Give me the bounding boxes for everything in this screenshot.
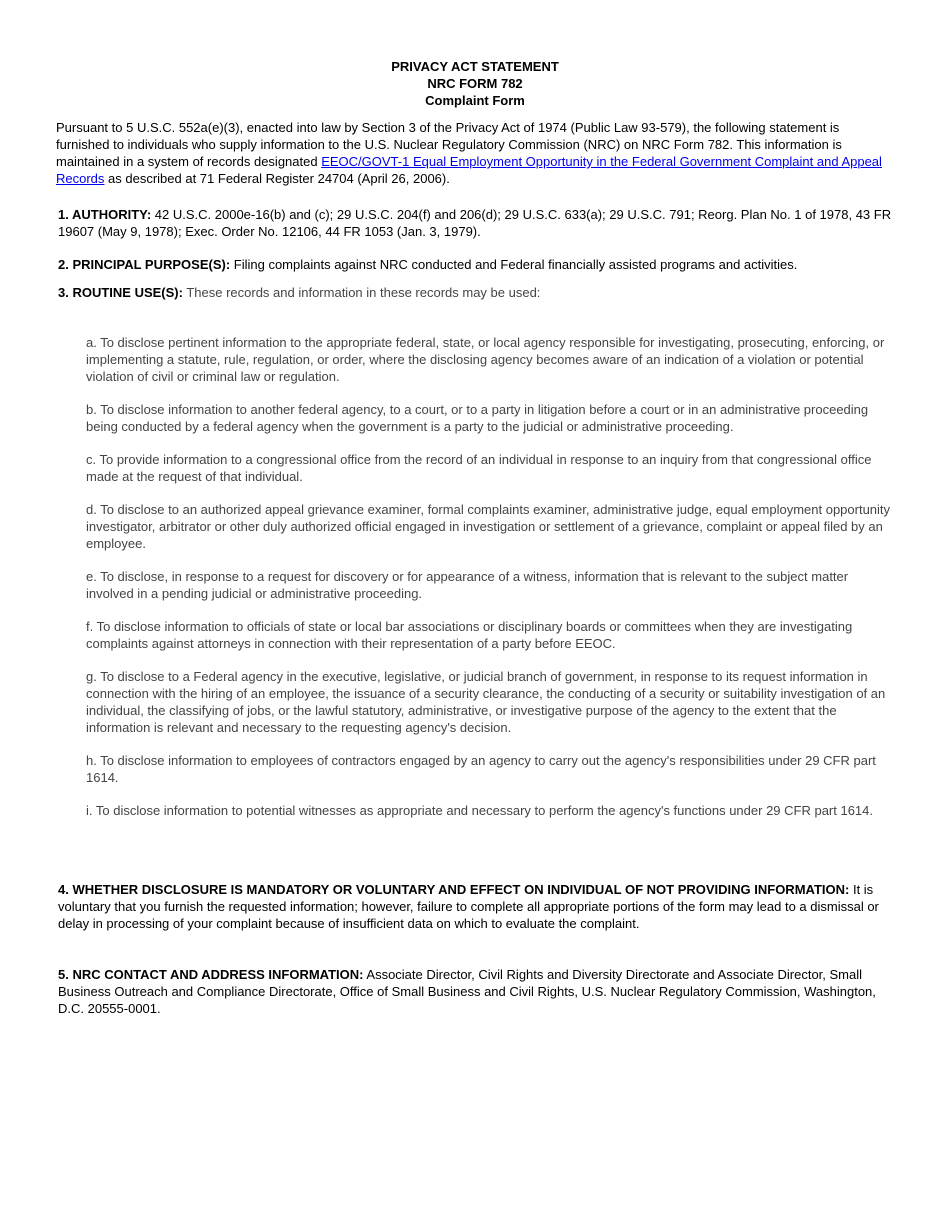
routine-uses-intro: These records and information in these records may be used:	[182, 285, 541, 300]
routine-use-item-d: d. To disclose to an authorized appeal grievance examiner, formal complaints examiner, administrative judge, equal employment opportunity investigator, arbitrator or other duly authorized official engaged in investigation or settlement of a grievance, complaint or appeal filed by an employee.	[86, 502, 891, 551]
principal-purpose-section	[58, 256, 894, 273]
disclosure-section	[58, 881, 894, 932]
routine-use-item-h: h. To disclose information to employees of contractors engaged by an agency to carry out the agency's responsibilities under 29 CFR part 1614.	[86, 753, 876, 785]
contact-text: Associate Director, Civil Rights and Diversity Directorate and Associate Director, Small Business Outreach and Compliance Directorate, Office of Small Business and Civil Rights, U.S. Nuclear Regulatory Commission, Washington, D.C. 20555-0001.	[58, 967, 876, 1016]
authority-heading: 1. AUTHORITY:	[58, 207, 152, 222]
routine-uses-heading: 3. ROUTINE USE(S):	[58, 285, 183, 300]
contact-section	[58, 966, 894, 1017]
document-header	[0, 58, 950, 109]
principal-purpose-heading: 2. PRINCIPAL PURPOSE(S):	[58, 257, 231, 272]
routine-use-item-g: g. To disclose to a Federal agency in the executive, legislative, or judicial branch of government, in response to its request information in connection with the hiring of an employee, the issuance of a security clearance, the conducting of a security or suitability investigation of an individual, the classifying of jobs, or the lawful statutory, administrative, or investigative purpose of the agency to the extent that the information is relevant and necessary to the requesting agency's decision.	[86, 669, 886, 735]
intro-text-after: as described at 71 Federal Register 24704 (April 26, 2006).	[104, 171, 450, 186]
routine-use-item-e: e. To disclose, in response to a request for discovery or for appearance of a witness, information that is relevant to the subject matter involved in a pending judicial or administrative proceeding.	[86, 569, 849, 601]
routine-use-item-b: b. To disclose information to another federal agency, to a court, or to a party in litigation before a court or in an administrative proceeding being conducted by a federal agency when the government is a party to the judicial or administrative proceeding.	[86, 402, 869, 434]
disclosure-heading: 4. WHETHER DISCLOSURE IS MANDATORY OR VOLUNTARY AND EFFECT ON INDIVIDUAL OF NOT PROVIDING INFORMATION:	[58, 882, 850, 897]
routine-use-item-c: c. To provide information to a congressional office from the record of an individual in response to an inquiry from that congressional office made at the request of that individual.	[86, 452, 872, 484]
principal-purpose-text: Filing complaints against NRC conducted and Federal financially assisted programs and activities.	[230, 257, 798, 272]
routine-use-item-f: f. To disclose information to officials of state or local bar associations or disciplinary boards or committees when they are investigating complaints against attorneys in connection with their representation of a party before EEOC.	[86, 619, 853, 651]
routine-use-item-i: i. To disclose information to potential witnesses as appropriate and necessary to perform the agency's functions under 29 CFR part 1614.	[86, 803, 874, 818]
header-form-name: Complaint Form	[425, 93, 525, 108]
routine-use-item-a: a. To disclose pertinent information to the appropriate federal, state, or local agency responsible for investigating, prosecuting, enforcing, or implementing a statute, rule, regulation, or order, where the disclosing agency becomes aware of an indication of a violation or potential violation of civil or criminal law or regulation.	[86, 335, 885, 384]
routine-uses-section	[58, 284, 894, 301]
intro-paragraph	[56, 119, 896, 187]
header-form-number: NRC FORM 782	[427, 76, 523, 91]
intro-text-before: Pursuant to 5 U.S.C. 552a(e)(3), enacted into law by Section 3 of the Privacy Act of 1974 (Public Law 93-579), the following statement is furnished to individuals who supply information to the U.S. Nuclear Regulatory Commission (NRC) on NRC Form 782. This information is maintained in a system of records designated	[56, 120, 842, 169]
authority-text: 42 U.S.C. 2000e-16(b) and (c); 29 U.S.C. 204(f) and 206(d); 29 U.S.C. 633(a); 29 U.S.C. 791; Reorg. Plan No. 1 of 1978, 43 FR 19607 (May 9, 1978); Exec. Order No. 12106, 44 FR 1053 (Jan. 3, 1979).	[58, 207, 892, 239]
disclosure-text: It is voluntary that you furnish the requested information; however, failure to complete all appropriate portions of the form may lead to a dismissal or delay in processing of your complaint because of insufficient data on which to evaluate the complaint.	[58, 882, 879, 931]
contact-heading: 5. NRC CONTACT AND ADDRESS INFORMATION:	[58, 967, 364, 982]
routine-uses-list	[86, 334, 894, 835]
authority-section	[58, 206, 894, 240]
header-title: PRIVACY ACT STATEMENT	[391, 59, 559, 74]
system-of-records-link[interactable]: EEOC/GOVT-1 Equal Employment Opportunity in the Federal Government Complaint and Appeal Records	[56, 154, 882, 186]
